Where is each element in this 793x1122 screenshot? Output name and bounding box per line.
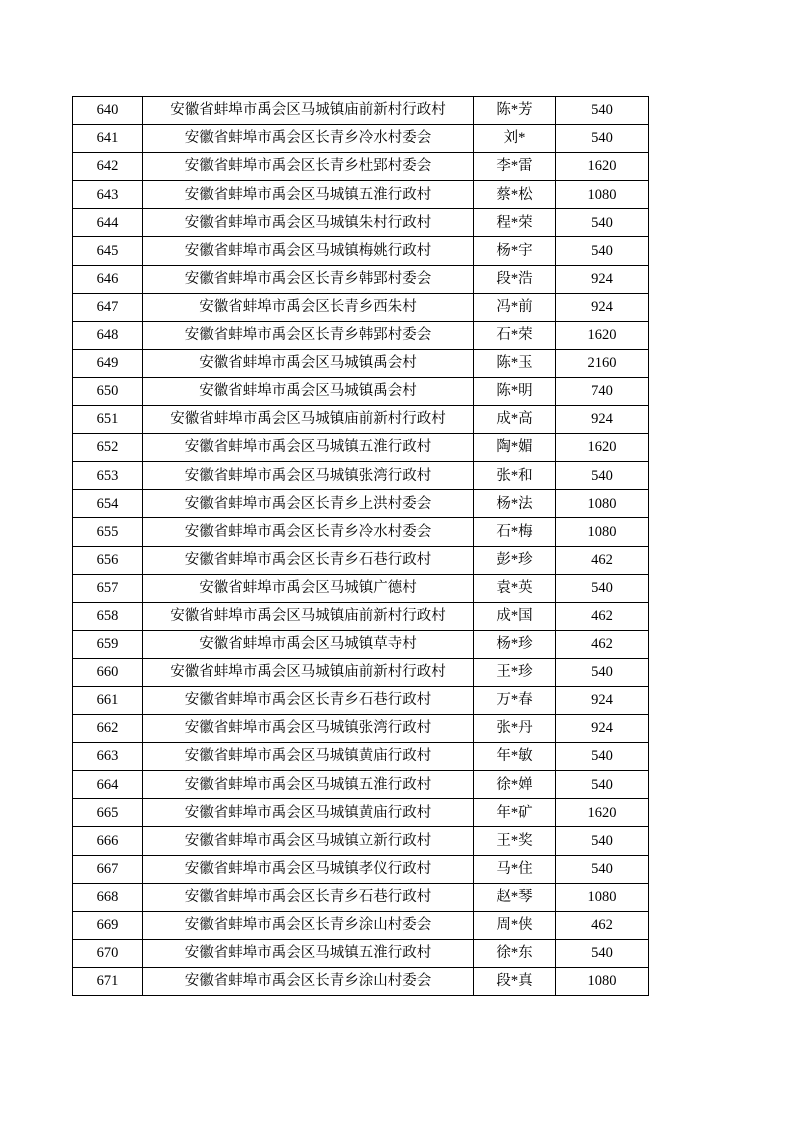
table-row (73, 237, 649, 265)
name-cell: 陈*玉 (474, 349, 556, 377)
amount-cell: 1080 (556, 883, 649, 911)
address-cell: 安徽省蚌埠市禹会区长青乡涂山村委会 (143, 911, 474, 939)
table-row (73, 883, 649, 911)
name-cell: 彭*珍 (474, 546, 556, 574)
name-cell: 蔡*松 (474, 181, 556, 209)
table-row (73, 153, 649, 181)
amount-cell: 1620 (556, 153, 649, 181)
row-number-cell: 654 (73, 490, 143, 518)
name-cell: 石*梅 (474, 518, 556, 546)
address-cell: 安徽省蚌埠市禹会区长青乡石巷行政村 (143, 686, 474, 714)
address-cell: 安徽省蚌埠市禹会区长青乡石巷行政村 (143, 546, 474, 574)
name-cell: 陶*媚 (474, 434, 556, 462)
table-row (73, 939, 649, 967)
table-row (73, 771, 649, 799)
name-cell: 张*丹 (474, 715, 556, 743)
row-number-cell: 652 (73, 434, 143, 462)
table-row (73, 686, 649, 714)
address-cell: 安徽省蚌埠市禹会区马城镇黄庙行政村 (143, 743, 474, 771)
name-cell: 成*高 (474, 406, 556, 434)
amount-cell: 462 (556, 602, 649, 630)
table-body (73, 97, 649, 996)
name-cell: 徐*东 (474, 939, 556, 967)
amount-cell: 462 (556, 911, 649, 939)
row-number-cell: 653 (73, 462, 143, 490)
row-number-cell: 662 (73, 715, 143, 743)
table-row (73, 265, 649, 293)
address-cell: 安徽省蚌埠市禹会区长青乡西朱村 (143, 293, 474, 321)
name-cell: 年*敏 (474, 743, 556, 771)
name-cell: 段*浩 (474, 265, 556, 293)
address-cell: 安徽省蚌埠市禹会区马城镇黄庙行政村 (143, 799, 474, 827)
table-row (73, 715, 649, 743)
address-cell: 安徽省蚌埠市禹会区长青乡冷水村委会 (143, 125, 474, 153)
amount-cell: 924 (556, 265, 649, 293)
row-number-cell: 668 (73, 883, 143, 911)
table-row (73, 602, 649, 630)
table-row (73, 377, 649, 405)
address-cell: 安徽省蚌埠市禹会区马城镇五淮行政村 (143, 771, 474, 799)
amount-cell: 540 (556, 939, 649, 967)
address-cell: 安徽省蚌埠市禹会区马城镇张湾行政村 (143, 715, 474, 743)
row-number-cell: 659 (73, 630, 143, 658)
table-row (73, 490, 649, 518)
table-row (73, 827, 649, 855)
table-row (73, 181, 649, 209)
row-number-cell: 664 (73, 771, 143, 799)
row-number-cell: 663 (73, 743, 143, 771)
table-row (73, 349, 649, 377)
amount-cell: 540 (556, 743, 649, 771)
row-number-cell: 660 (73, 658, 143, 686)
table-row (73, 293, 649, 321)
amount-cell: 924 (556, 406, 649, 434)
amount-cell: 1080 (556, 518, 649, 546)
name-cell: 李*雷 (474, 153, 556, 181)
address-cell: 安徽省蚌埠市禹会区马城镇庙前新村行政村 (143, 97, 474, 125)
amount-cell: 540 (556, 827, 649, 855)
table-row (73, 434, 649, 462)
row-number-cell: 655 (73, 518, 143, 546)
address-cell: 安徽省蚌埠市禹会区马城镇广德村 (143, 574, 474, 602)
table-row (73, 462, 649, 490)
table-row (73, 658, 649, 686)
table-row (73, 97, 649, 125)
name-cell: 冯*前 (474, 293, 556, 321)
address-cell: 安徽省蚌埠市禹会区马城镇庙前新村行政村 (143, 602, 474, 630)
name-cell: 杨*宇 (474, 237, 556, 265)
table-row (73, 125, 649, 153)
amount-cell: 924 (556, 686, 649, 714)
address-cell: 安徽省蚌埠市禹会区马城镇孝仪行政村 (143, 855, 474, 883)
address-cell: 安徽省蚌埠市禹会区长青乡韩郢村委会 (143, 321, 474, 349)
address-cell: 安徽省蚌埠市禹会区马城镇五淮行政村 (143, 181, 474, 209)
address-cell: 安徽省蚌埠市禹会区长青乡冷水村委会 (143, 518, 474, 546)
address-cell: 安徽省蚌埠市禹会区马城镇庙前新村行政村 (143, 658, 474, 686)
table-row (73, 406, 649, 434)
name-cell: 石*荣 (474, 321, 556, 349)
name-cell: 马*住 (474, 855, 556, 883)
table-row (73, 911, 649, 939)
name-cell: 杨*珍 (474, 630, 556, 658)
address-cell: 安徽省蚌埠市禹会区长青乡涂山村委会 (143, 967, 474, 995)
table-row (73, 546, 649, 574)
address-cell: 安徽省蚌埠市禹会区马城镇朱村行政村 (143, 209, 474, 237)
amount-cell: 540 (556, 97, 649, 125)
row-number-cell: 670 (73, 939, 143, 967)
row-number-cell: 643 (73, 181, 143, 209)
table-row (73, 518, 649, 546)
row-number-cell: 644 (73, 209, 143, 237)
amount-cell: 462 (556, 630, 649, 658)
amount-cell: 540 (556, 237, 649, 265)
row-number-cell: 669 (73, 911, 143, 939)
address-cell: 安徽省蚌埠市禹会区马城镇立新行政村 (143, 827, 474, 855)
name-cell: 年*矿 (474, 799, 556, 827)
row-number-cell: 646 (73, 265, 143, 293)
amount-cell: 540 (556, 658, 649, 686)
row-number-cell: 651 (73, 406, 143, 434)
name-cell: 袁*英 (474, 574, 556, 602)
address-cell: 安徽省蚌埠市禹会区马城镇禹会村 (143, 349, 474, 377)
row-number-cell: 640 (73, 97, 143, 125)
amount-cell: 540 (556, 855, 649, 883)
amount-cell: 1080 (556, 967, 649, 995)
row-number-cell: 657 (73, 574, 143, 602)
table-row (73, 321, 649, 349)
address-cell: 安徽省蚌埠市禹会区长青乡杜郢村委会 (143, 153, 474, 181)
amount-cell: 540 (556, 209, 649, 237)
address-cell: 安徽省蚌埠市禹会区马城镇庙前新村行政村 (143, 406, 474, 434)
name-cell: 张*和 (474, 462, 556, 490)
row-number-cell: 656 (73, 546, 143, 574)
row-number-cell: 647 (73, 293, 143, 321)
row-number-cell: 642 (73, 153, 143, 181)
name-cell: 王*奖 (474, 827, 556, 855)
amount-cell: 540 (556, 574, 649, 602)
amount-cell: 1620 (556, 321, 649, 349)
name-cell: 陈*明 (474, 377, 556, 405)
row-number-cell: 648 (73, 321, 143, 349)
table-row (73, 743, 649, 771)
amount-cell: 540 (556, 462, 649, 490)
row-number-cell: 665 (73, 799, 143, 827)
name-cell: 徐*婵 (474, 771, 556, 799)
amount-cell: 1080 (556, 181, 649, 209)
name-cell: 周*侠 (474, 911, 556, 939)
row-number-cell: 650 (73, 377, 143, 405)
name-cell: 程*荣 (474, 209, 556, 237)
amount-cell: 540 (556, 771, 649, 799)
amount-cell: 1080 (556, 490, 649, 518)
name-cell: 段*真 (474, 967, 556, 995)
address-cell: 安徽省蚌埠市禹会区长青乡韩郢村委会 (143, 265, 474, 293)
address-cell: 安徽省蚌埠市禹会区马城镇五淮行政村 (143, 939, 474, 967)
row-number-cell: 649 (73, 349, 143, 377)
amount-cell: 540 (556, 125, 649, 153)
name-cell: 杨*法 (474, 490, 556, 518)
row-number-cell: 667 (73, 855, 143, 883)
amount-cell: 462 (556, 546, 649, 574)
address-cell: 安徽省蚌埠市禹会区马城镇禹会村 (143, 377, 474, 405)
amount-cell: 740 (556, 377, 649, 405)
subsidy-table (72, 96, 649, 996)
address-cell: 安徽省蚌埠市禹会区马城镇草寺村 (143, 630, 474, 658)
name-cell: 陈*芳 (474, 97, 556, 125)
row-number-cell: 661 (73, 686, 143, 714)
row-number-cell: 666 (73, 827, 143, 855)
amount-cell: 2160 (556, 349, 649, 377)
address-cell: 安徽省蚌埠市禹会区长青乡石巷行政村 (143, 883, 474, 911)
amount-cell: 1620 (556, 434, 649, 462)
amount-cell: 924 (556, 715, 649, 743)
address-cell: 安徽省蚌埠市禹会区马城镇张湾行政村 (143, 462, 474, 490)
address-cell: 安徽省蚌埠市禹会区马城镇五淮行政村 (143, 434, 474, 462)
table-row (73, 574, 649, 602)
table-row (73, 209, 649, 237)
name-cell: 赵*琴 (474, 883, 556, 911)
table-row (73, 630, 649, 658)
row-number-cell: 658 (73, 602, 143, 630)
address-cell: 安徽省蚌埠市禹会区马城镇梅姚行政村 (143, 237, 474, 265)
table-row (73, 855, 649, 883)
table-row (73, 967, 649, 995)
amount-cell: 924 (556, 293, 649, 321)
name-cell: 万*春 (474, 686, 556, 714)
name-cell: 刘* (474, 125, 556, 153)
row-number-cell: 671 (73, 967, 143, 995)
name-cell: 成*国 (474, 602, 556, 630)
amount-cell: 1620 (556, 799, 649, 827)
row-number-cell: 641 (73, 125, 143, 153)
row-number-cell: 645 (73, 237, 143, 265)
table-row (73, 799, 649, 827)
name-cell: 王*珍 (474, 658, 556, 686)
address-cell: 安徽省蚌埠市禹会区长青乡上洪村委会 (143, 490, 474, 518)
